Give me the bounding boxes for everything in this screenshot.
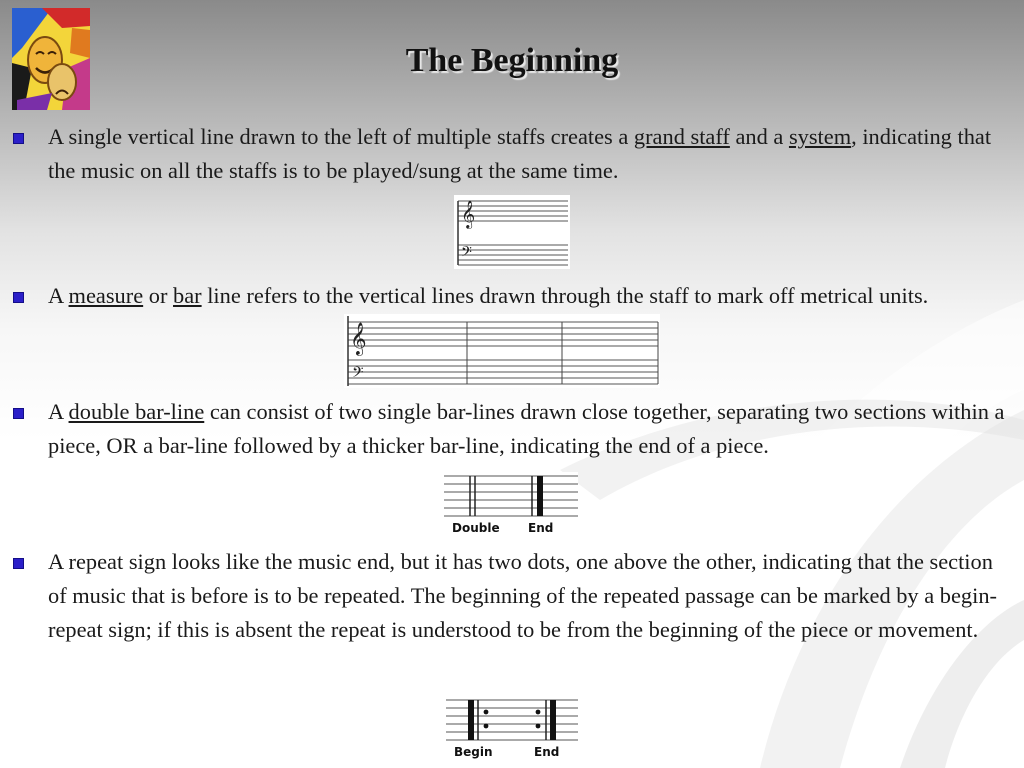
double-label: Double [452, 521, 500, 535]
measure-bars-figure [344, 314, 660, 388]
bullet-text: or [143, 283, 174, 308]
bullet-text: and a [729, 124, 789, 149]
treble-clef-icon: 𝄞 [350, 322, 367, 355]
term-double-bar-line: double bar-line [68, 399, 205, 424]
term-system: system [788, 124, 852, 149]
bullet-repeat-sign [48, 545, 1012, 647]
repeat-signs-figure [446, 696, 578, 760]
bullet-double-bar [48, 395, 1012, 463]
term-measure: measure [68, 283, 144, 308]
double-end-bar-figure [444, 472, 578, 536]
bullet-text: can consist of two single bar-lines drawn close together, separating two sections within a piece, OR a bar-line followed by a thicker bar-line, indicating the end of a piece. [48, 399, 1005, 458]
bullet-text: A [48, 399, 69, 424]
bullet-text: A repeat sign looks like the music end, but it has two dots, one above the other, indicating that the section of music that is before is to be repeated. The beginning of the repeated passage can be marked by a begin-repeat sign; if this is absent the repeat is understood to be from the beginning of the piece or movement. [48, 549, 997, 642]
bass-clef-icon: 𝄢 [461, 244, 472, 264]
begin-label: Begin [454, 745, 493, 759]
bullet-square-icon [13, 408, 24, 419]
bullet-grand-staff [48, 120, 1012, 188]
bullet-text: A [48, 283, 69, 308]
bullet-square-icon [13, 292, 24, 303]
bullet-text: line refers to the vertical lines drawn through the staff to mark off metrical units. [201, 283, 929, 308]
grand-staff-figure [454, 195, 570, 269]
bass-clef-icon: 𝄢 [352, 364, 364, 385]
bullet-square-icon [13, 558, 24, 569]
slide-title: The Beginning [405, 42, 619, 79]
treble-clef-icon: 𝄞 [461, 200, 476, 228]
term-grand-staff: grand staff [633, 124, 730, 149]
bullet-measure [48, 279, 1012, 313]
end-label: End [534, 745, 560, 759]
end-label: End [528, 521, 554, 535]
bullet-square-icon [13, 133, 24, 144]
term-bar: bar [173, 283, 202, 308]
bullet-text: A single vertical line drawn to the left of multiple staffs creates a [48, 124, 634, 149]
bullet-text: , indicating that the music on all the staffs is to be played/sung at the same time. [48, 124, 992, 183]
